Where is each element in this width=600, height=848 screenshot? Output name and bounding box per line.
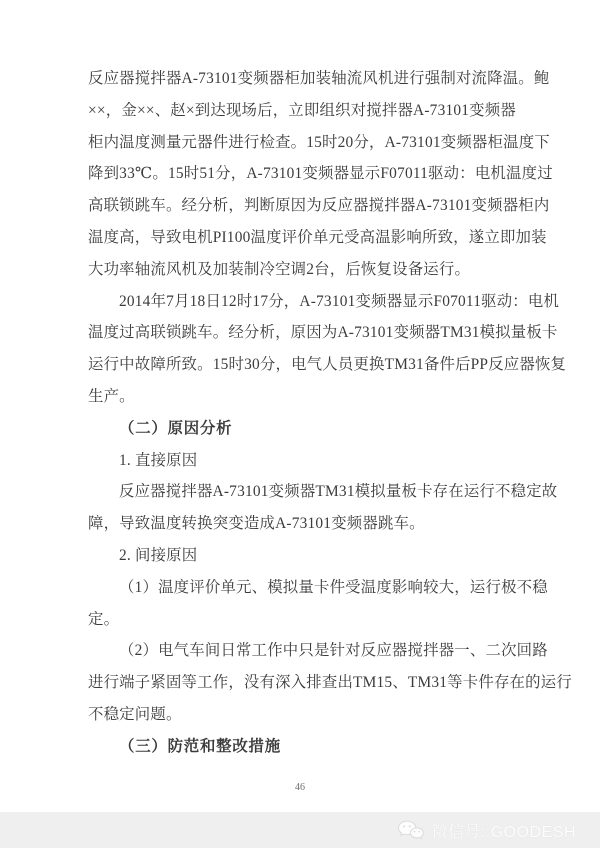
paragraph: [88, 635, 572, 730]
text-line: 温度高，导致电机PI100温度评价单元受高温影响所致，遂立即加装: [88, 228, 547, 246]
paragraph: [88, 445, 514, 477]
text-line: ××，金××、赵×到达现场后，立即组织对搅拌器A-73101变频器: [88, 101, 516, 119]
text-line: 高联锁跳车。经分析，判断原因为反应器搅拌器A-73101变频器柜内: [88, 197, 550, 215]
text-line: 定。: [88, 610, 120, 628]
text-line: 1. 直接原因: [119, 451, 198, 469]
section-heading: [88, 413, 514, 445]
text-line: 障，导致温度转换突变造成A-73101变频器跳车。: [88, 515, 425, 533]
text-line: 反应器搅拌器A-73101变频器柜加装轴流风机进行强制对流降温。鲍: [88, 70, 550, 87]
text-line: （二）原因分析: [119, 419, 233, 437]
document-body: [88, 63, 572, 763]
text-line: 2014年7月18日12时17分，A-73101变频器显示F07011驱动：电机: [119, 292, 560, 310]
paragraph: [88, 286, 567, 413]
text-line: 进行端子紧固等工作，没有深入排查出TM15、TM31等卡件存在的运行: [88, 674, 572, 692]
text-line: 反应器搅拌器A-73101变频器TM31模拟量板卡存在运行不稳定故: [119, 483, 558, 501]
watermark-footer-bar: [0, 812, 600, 848]
text-line: （三）防范和整改措施: [119, 737, 281, 755]
text-line: 运行中故障所致。15时30分，电气人员更换TM31备件后PP反应器恢复: [88, 356, 567, 374]
paragraph: [88, 572, 548, 636]
text-line: （1）温度评价单元、模拟量卡件受温度影响较大，运行极不稳: [119, 578, 548, 596]
paragraph: [88, 63, 553, 286]
paragraph: [88, 476, 558, 540]
text-line: 生产。: [88, 387, 135, 405]
section-heading: [88, 731, 514, 763]
text-line: 2. 间接原因: [119, 546, 198, 564]
text-line: 温度过高联锁跳车。经分析，原因为A-73101变频器TM31模拟量板卡: [88, 324, 558, 342]
text-line: 降到33℃。15时51分，A-73101变频器显示F07011驱动：电机温度过: [88, 165, 553, 183]
paragraph: [88, 540, 514, 572]
wechat-id-text: 微信号: GOODESH: [431, 823, 576, 841]
text-line: 大功率轴流风机及加装制冷空调2台，后恢复设备运行。: [88, 260, 471, 278]
wechat-icon: [397, 819, 424, 842]
text-line: 不稳定问题。: [88, 705, 182, 723]
page-number: 46: [295, 782, 305, 793]
text-line: （2）电气车间日常工作中只是针对反应器搅拌器一、二次回路: [119, 642, 548, 660]
text-line: 柜内温度测量元器件进行检查。15时20分，A-73101变频器柜温度下: [88, 133, 550, 151]
